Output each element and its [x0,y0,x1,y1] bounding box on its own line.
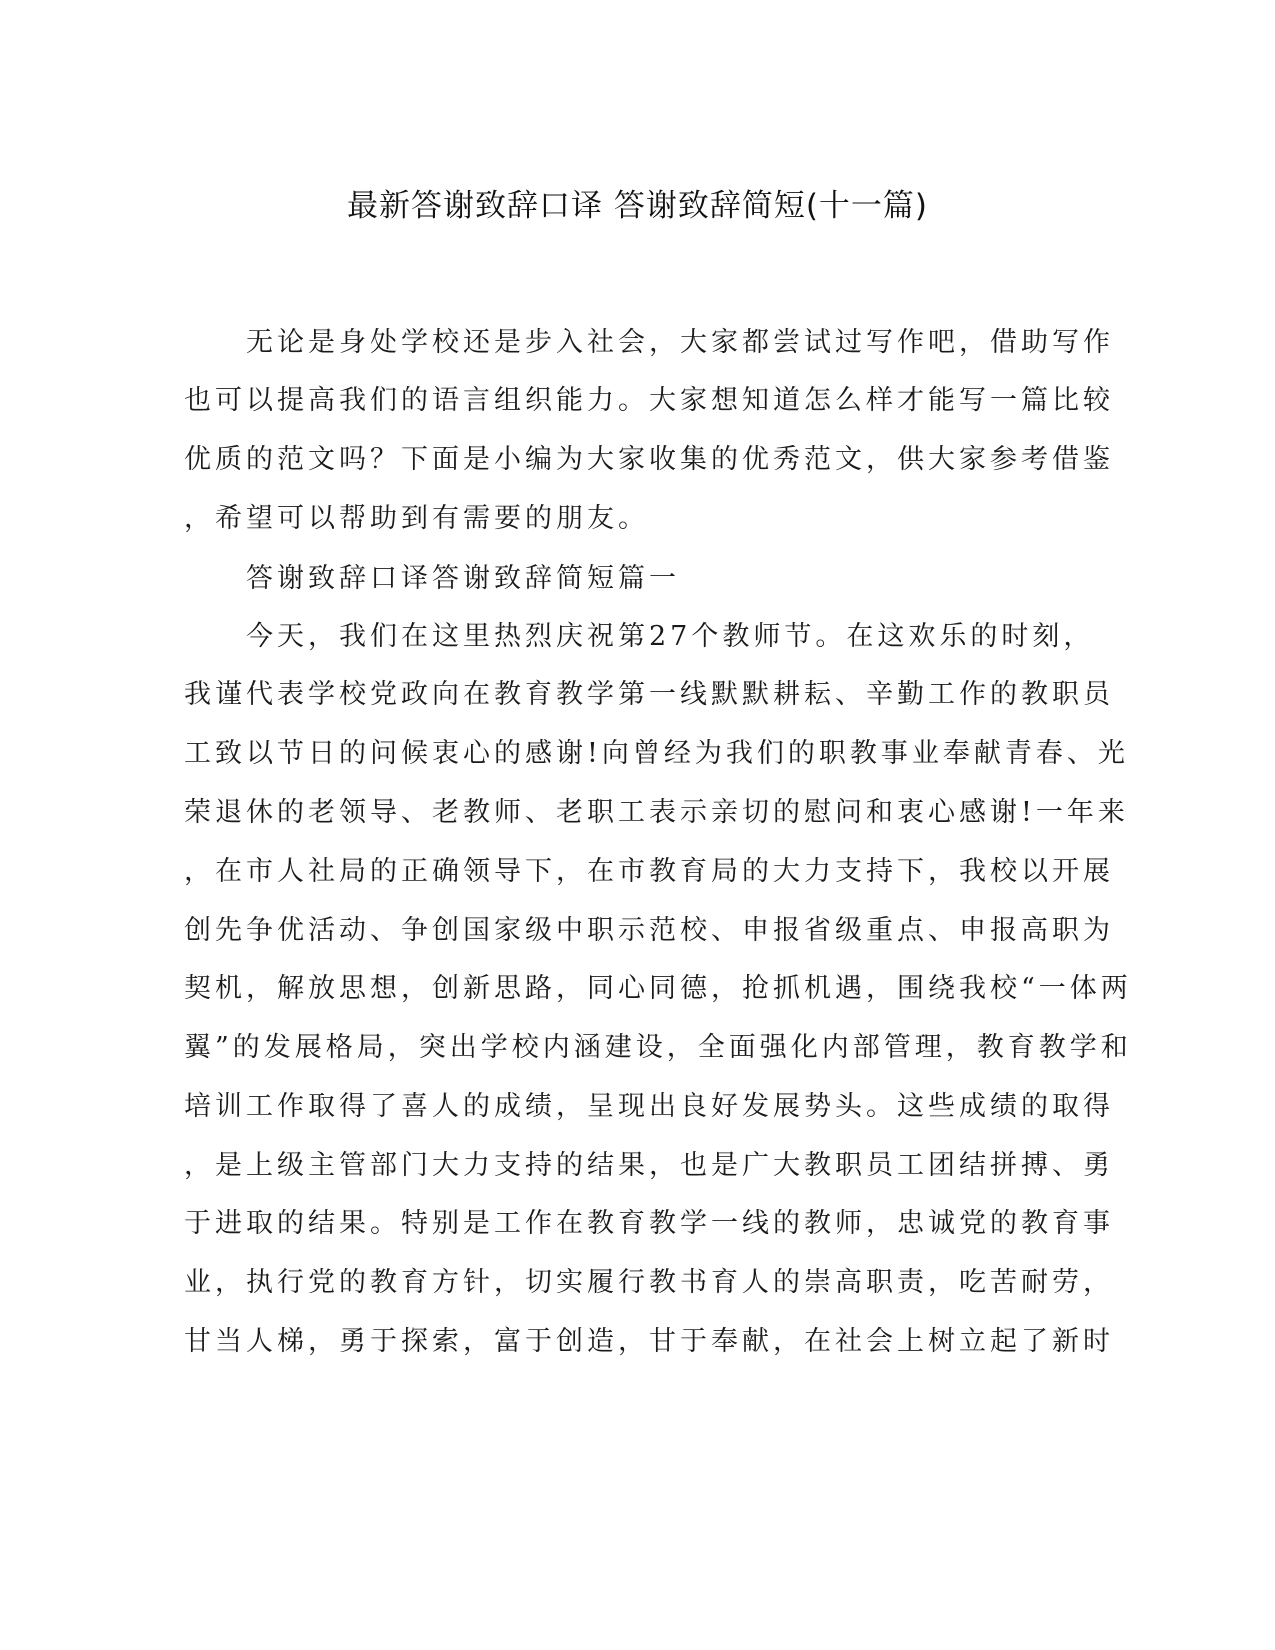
body-line: 我谨代表学校党政向在教育教学第一线默默耕耘、辛勤工作的教职员 [184,679,1114,710]
document-title: 最新答谢致辞口译 答谢致辞简短(十一篇) [346,188,929,224]
body-line: 也可以提高我们的语言组织能力。大家想知道怎么样才能写一篇比较 [184,385,1114,416]
body-line: 契机，解放思想，创新思路，同心同德，抢抓机遇，围绕我校“一体两 [184,973,1132,1004]
body-line: 于进取的结果。特别是工作在教育教学一线的教师，忠诚党的教育事 [184,1208,1114,1239]
body-line: 今天，我们在这里热烈庆祝第27个教师节。在这欢乐的时刻， [184,621,1095,652]
body-line: 甘当人梯，勇于探索，富于创造，甘于奉献，在社会上树立起了新时 [184,1326,1114,1357]
body-line: ，希望可以帮助到有需要的朋友。 [184,503,649,534]
body-line: 荣退休的老领导、老教师、老职工表示亲切的慰问和衷心感谢!一年来 [184,797,1129,828]
section-heading: 答谢致辞口译答谢致辞简短篇一 [184,563,680,594]
body-line: 无论是身处学校还是步入社会，大家都尝试过写作吧，借助写作 [184,327,1114,358]
body-line: ，是上级主管部门大力支持的结果，也是广大教职员工团结拼搏、勇 [184,1150,1114,1181]
body-line: 业，执行党的教育方针，切实履行教书育人的崇高职责，吃苦耐劳， [184,1267,1114,1298]
body-line: 优质的范文吗？下面是小编为大家收集的优秀范文，供大家参考借鉴 [184,444,1114,475]
body-line: 翼”的发展格局，突出学校内涵建设，全面强化内部管理，教育教学和 [184,1032,1132,1063]
body-line: 培训工作取得了喜人的成绩，呈现出良好发展势头。这些成绩的取得 [184,1091,1114,1122]
body-line: 工致以节日的问候衷心的感谢!向曾经为我们的职教事业奉献青春、光 [184,738,1129,769]
body-line: ，在市人社局的正确领导下，在市教育局的大力支持下，我校以开展 [184,856,1114,887]
body-line: 创先争优活动、争创国家级中职示范校、申报省级重点、申报高职为 [184,915,1114,946]
